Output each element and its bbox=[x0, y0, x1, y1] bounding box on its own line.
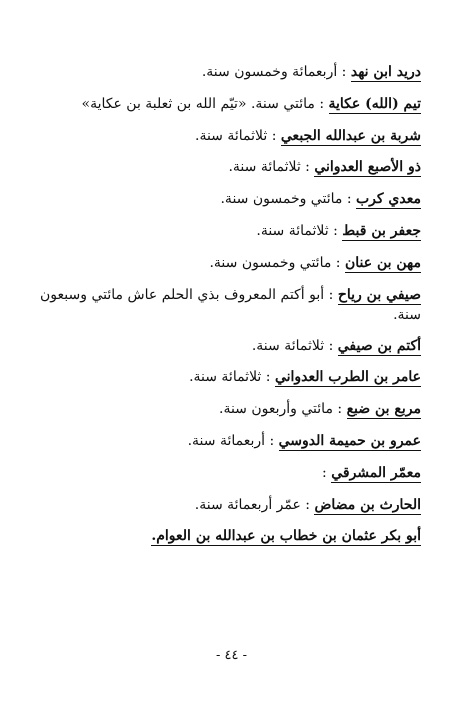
entry-name: معدي كرب bbox=[355, 191, 421, 208]
entry-name: جعفر بن قبط bbox=[342, 222, 421, 239]
list-item bbox=[40, 463, 421, 495]
entry-text: : ثلاثمائة سنة. bbox=[189, 369, 275, 386]
entry-text: : مائتي سنة. «تيّم الله بن ثعلبة بن عكاية» bbox=[81, 95, 329, 112]
entry-text: : مائتي وخمسون سنة. bbox=[220, 191, 356, 208]
entry-text: : bbox=[322, 464, 332, 481]
list-item bbox=[40, 526, 421, 558]
list-item bbox=[40, 367, 421, 399]
list-item bbox=[40, 94, 421, 126]
entry-text: : عمّر أربعمائة سنة. bbox=[194, 496, 315, 513]
entry-text: : أبو أكتم المعروف بذي الحلم عاش مائتي وسبعون سنة. bbox=[40, 286, 421, 323]
list-item bbox=[40, 399, 421, 431]
entry-name: تيم (الله) عكاية bbox=[328, 95, 421, 112]
list-item bbox=[40, 336, 421, 368]
list-item bbox=[40, 253, 421, 285]
entry-text: : أربعمائة وخمسون سنة. bbox=[201, 64, 351, 80]
entry-text: : مائتي وخمسون سنة. bbox=[209, 254, 345, 271]
entry-name: أبو بكر عثمان بن خطاب بن عبدالله بن العوام. bbox=[151, 528, 421, 545]
list-item bbox=[40, 157, 421, 189]
entry-text: : ثلاثمائة سنة. bbox=[256, 222, 343, 239]
entry-name: مهن بن عنان bbox=[344, 254, 421, 271]
entry-name: ذو الأصبع العدواني bbox=[314, 159, 421, 176]
list-item bbox=[40, 221, 421, 253]
entries-list bbox=[40, 62, 421, 558]
entry-text: : ثلاثمائة سنة. bbox=[228, 159, 315, 176]
entry-name: الحارث بن مضاض bbox=[314, 496, 421, 513]
list-item bbox=[40, 495, 421, 527]
entry-name: دريد ابن نهد bbox=[350, 64, 421, 80]
entry-name: معمّر المشرقي bbox=[331, 464, 421, 481]
entry-name: عمرو بن حميمة الدوسي bbox=[278, 432, 421, 449]
entry-name: صيفي بن رياح bbox=[337, 286, 422, 303]
entry-name: عامر بن الطرب العدواني bbox=[274, 369, 421, 386]
list-item bbox=[40, 431, 421, 463]
entry-name: شربة بن عبدالله الجبعي bbox=[280, 127, 421, 144]
list-item bbox=[40, 62, 421, 94]
entry-text: : أربعمائة سنة. bbox=[187, 432, 279, 449]
entry-text: : ثلاثمائة سنة. bbox=[251, 337, 338, 354]
list-item bbox=[40, 285, 421, 325]
entry-name: أكتم بن صيفي bbox=[337, 337, 421, 354]
entry-text: : ثلاثمائة سنة. bbox=[195, 127, 281, 144]
list-item bbox=[40, 189, 421, 221]
entry-text: : مائتي وأربعون سنة. bbox=[219, 401, 347, 418]
entry-name: مربع بن ضبع bbox=[346, 401, 421, 418]
list-item bbox=[40, 126, 421, 158]
page-number: - ٤٤ - bbox=[215, 648, 248, 663]
